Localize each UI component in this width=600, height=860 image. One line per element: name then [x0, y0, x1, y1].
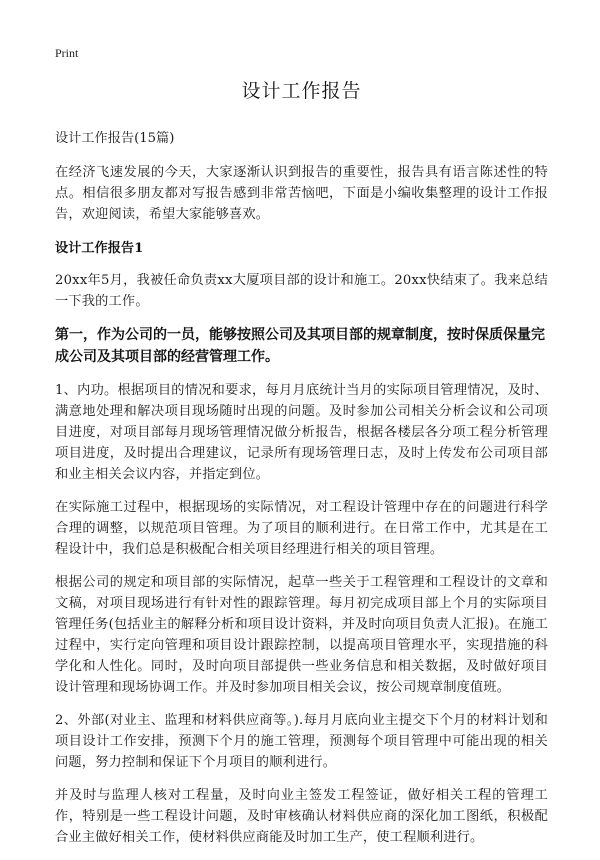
paragraph: 并及时与监理人核对工程量，及时向业主签发工程签证，做好相关工程的管理工作，特别是一些工程设计问题，及时审核确认材料供应商的深化加工图纸，积极配合业主做好相关工作，使材料供应商能及时加工生产，使工程顺利进行。 — [55, 788, 548, 845]
paragraph: 在实际施工过程中，根据现场的实际情况，对工程设计管理中存在的问题进行科学合理的调整，以规范项目管理。为了项目的顺利进行。在日常工作中，尤其是在工程设计中，我们总是积极配合相关项目经理进行相关的项目管理。 — [55, 500, 548, 557]
page-title: 设计工作报告 — [241, 80, 362, 102]
intro-paragraph: 在经济飞速发展的今天，大家逐渐认识到报告的重要性，报告具有语言陈述性的特点。相信很多朋友都对写报告感到非常苦恼吧，下面是小编收集整理的设计工作报告，欢迎阅读，希望大家能够喜欢。 — [55, 165, 548, 222]
document-subtitle: 设计工作报告(15篇) — [55, 131, 175, 146]
paragraph: 2、外部(对业主、监理和材料供应商等。).每月月底向业主提交下个月的材料计划和项目设计工作安排，预测下个月的施工管理，预测每个项目管理中可能出现的相关问题，努力控制和保证下个月项目的顺利进行。 — [55, 713, 548, 770]
print-link[interactable]: Print — [55, 46, 79, 60]
document-body — [55, 76, 548, 860]
section-heading: 设计工作报告1 — [55, 241, 144, 256]
paragraph: 1、内功。根据项目的情况和要求，每月月底统计当月的实际项目管理情况，及时、满意地处理和解决项目现场随时出现的问题。及时参加公司相关分析会议和公司项目进度，对项目部每月现场管理情况做分析报告，根据各楼层各分项工程分析管理项目进度，及时提出合理建议，记录所有现场管理日志，及时上传发布公司项目部和业主相关会议内容，并指定到位。 — [55, 383, 548, 482]
section-subheading: 第一，作为公司的一员，能够按照公司及其项目部的规章制度，按时保质保量完成公司及其项目部的经营管理工作。 — [55, 327, 545, 365]
paragraph: 根据公司的规定和项目部的实际情况，起草一些关于工程管理和工程设计的文章和文稿，对项目现场进行有针对性的跟踪管理。每月初完成项目部上个月的实际项目管理任务(包括业主的解释分析和项目设计资料，并及时向项目负责人汇报)。在施工过程中，实行定向管理和项目设计跟踪控制，以提高项目管理水平，实现措施的科学化和人性化。同时，及时向项目部提供一些业务信息和相关数据，及时做好项目设计管理和现场协调工作。并及时参加项目相关会议，按公司规章制度值班。 — [55, 575, 548, 695]
paragraph: 20xx年5月，我被任命负责xx大厦项目部的设计和施工。20xx快结束了。我来总结一下我的工作。 — [55, 273, 548, 309]
